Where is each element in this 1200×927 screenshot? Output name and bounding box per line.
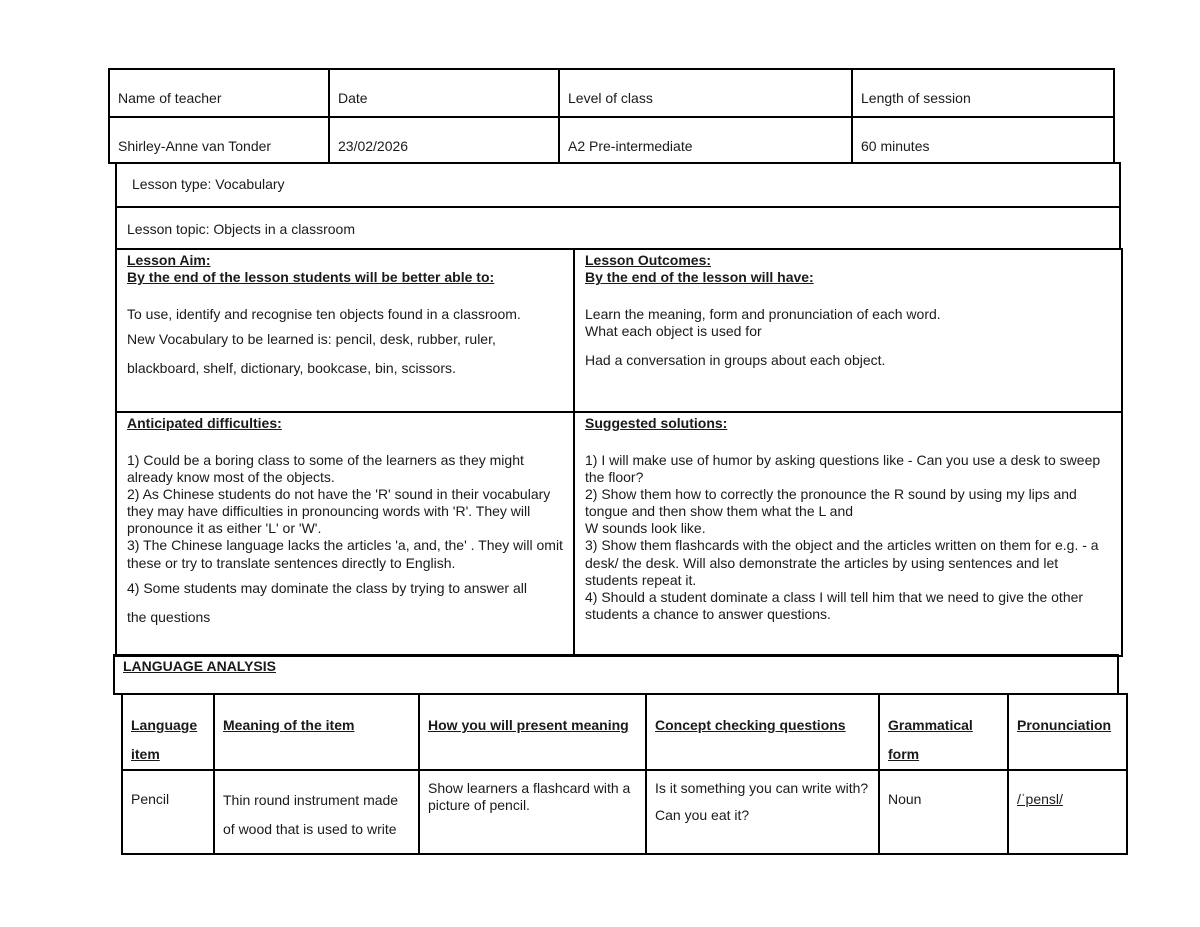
lesson-plan-table [115,248,1123,657]
solutions-title: Suggested solutions: [585,415,728,431]
pronunciation-cell: /ˈpensl/ [1008,770,1127,854]
solution-item: 2) Show them how to correctly the pronounce the R sound by using my lips and tongue and then show them what the L and [585,486,1077,520]
session-info-header-row [109,69,1114,117]
session-info-value-row [109,117,1114,163]
solution-item: W sounds look like. [585,520,706,537]
class-level-header: Level of class [559,69,852,117]
lesson-outcomes-cell [574,249,1122,412]
difficulty-item: 2) As Chinese students do not have the 'R' sound in their vocabulary they may have difficulties in pronouncing words with 'R'. They will pronounce it as either 'L' or 'W'. [127,486,551,537]
session-length-header: Length of session [852,69,1114,117]
lesson-type: Lesson type: Vocabulary [115,162,1121,208]
meaning-cell: Thin round instrument made of wood that is used to write [214,770,419,854]
language-analysis-heading [113,654,1119,695]
ccq-cell [646,770,879,854]
present-meaning-cell: Show learners a flashcard with a picture of pencil. [419,770,646,854]
lesson-aim-title: Lesson Aim: [127,252,211,268]
lesson-outcomes-subtitle: By the end of the lesson will have: [585,269,814,286]
difficulty-item: 4) Some students may dominate the class by trying to answer all [127,579,527,596]
table-row [122,770,1127,854]
grammatical-form-cell: Noun [879,770,1008,854]
lesson-outcome-line: Had a conversation in groups about each object. [585,352,886,369]
date-value: 23/02/2026 [329,117,559,163]
lesson-aim-line: New Vocabulary to be learned is: pencil, desk, rubber, ruler, [127,331,496,348]
lesson-outcome-line: Learn the meaning, form and pronunciation of each word. [585,306,941,323]
lesson-aim-line: To use, identify and recognise ten objects found in a classroom. [127,306,521,323]
ccq-question: Can you eat it? [655,807,750,824]
suggested-solutions-cell [574,412,1122,656]
lesson-aim-cell [116,249,574,412]
lesson-outcomes-title: Lesson Outcomes: [585,252,712,268]
language-item-cell: Pencil [122,770,214,854]
session-info-table [108,68,1115,164]
solution-item: 3) Show them flashcards with the object and the articles written on them for e.g. - a desk/ the desk. Will also demonstrate the articles by using sentences and let students repeat it. [585,537,1099,588]
present-meaning-header: How you will present meaning [419,694,646,770]
teacher-name-value: Shirley-Anne van Tonder [109,117,329,163]
difficulties-title: Anticipated difficulties: [127,415,282,431]
class-level-value: A2 Pre-intermediate [559,117,852,163]
difficulty-item: 3) The Chinese language lacks the articles 'a, and, the' . They will omit these or try to translate sentences directly to English. [127,537,563,571]
difficulty-item: 1) Could be a boring class to some of the learners as they might already know most of the objects. [127,452,524,486]
lesson-aim-subtitle: By the end of the lesson students will be better able to: [127,269,495,286]
solution-item: 1) I will make use of humor by asking questions like - Can you use a desk to sweep the floor? [585,452,1101,486]
ccq-header: Concept checking questions [646,694,879,770]
lesson-aim-line: blackboard, shelf, dictionary, bookcase, bin, scissors. [127,360,456,377]
lesson-outcome-line: What each object is used for [585,323,762,340]
ccq-question: Is it something you can write with? [655,780,869,796]
solution-item: 4) Should a student dominate a class I will tell him that we need to give the other students a chance to answer questions. [585,588,1084,622]
difficulty-item: the questions [127,608,211,625]
language-item-header: Language item [122,694,214,770]
grammatical-form-header: Grammatical form [879,694,1008,770]
anticipated-difficulties-cell [116,412,574,656]
session-length-value: 60 minutes [852,117,1114,163]
language-analysis-title: LANGUAGE ANALYSIS [123,658,276,674]
language-analysis-table [121,693,1128,855]
language-analysis-header-row [122,694,1127,770]
teacher-name-header: Name of teacher [109,69,329,117]
meaning-header: Meaning of the item [214,694,419,770]
pronunciation-header: Pronunciation [1008,694,1127,770]
lesson-topic: Lesson topic: Objects in a classroom [115,206,1121,250]
date-header: Date [329,69,559,117]
